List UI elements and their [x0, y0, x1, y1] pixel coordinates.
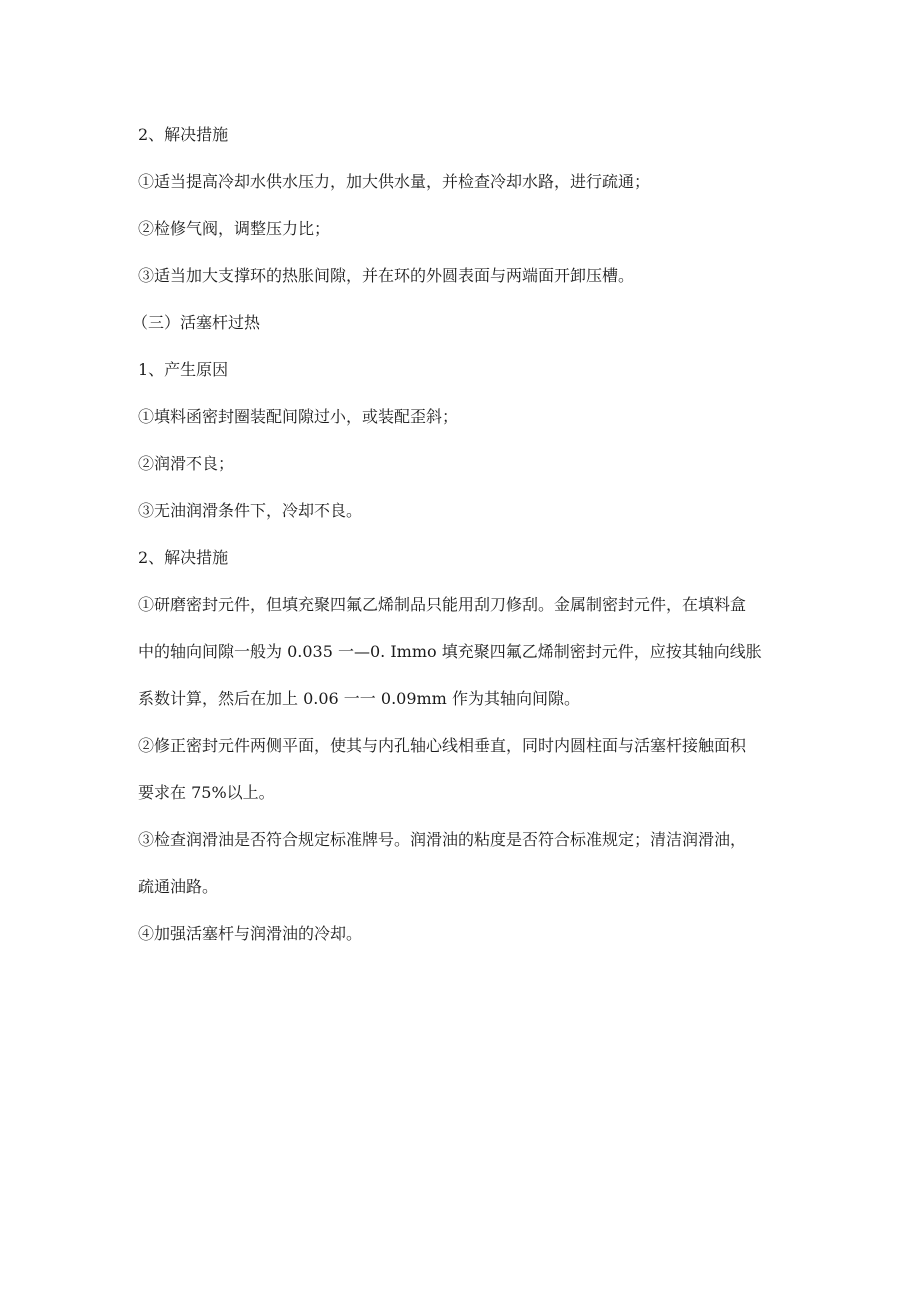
solutions-item-2-line: ②修正密封元件两侧平面，使其与内孔轴心线相垂直，同时内圆柱面与活塞杆接触面积 [138, 736, 747, 755]
solutions-item-3-line: ③检查润滑油是否符合规定标准牌号。润滑油的粘度是否符合标准规定；清洁润滑油， [138, 830, 747, 849]
solutions-heading: 2、解决措施 [138, 548, 229, 567]
causes-heading: 1、产生原因 [138, 360, 229, 379]
solutions-item-1 [138, 590, 808, 713]
solutions-item-1-line: ①研磨密封元件，但填充聚四氟乙烯制品只能用刮刀修刮。金属制密封元件，在填料盒 [138, 595, 747, 614]
causes-item-2: ②润滑不良； [138, 454, 235, 473]
measures-item-2: ②检修气阀，调整压力比； [138, 219, 331, 238]
section-3-title: （三）活塞杆过热 [132, 313, 261, 332]
causes-item-1: ①填料函密封圈装配间隙过小，或装配歪斜； [138, 407, 459, 426]
measures-item-3: ③适当加大支撑环的热胀间隙，并在环的外圆表面与两端面开卸压槽。 [138, 266, 635, 285]
solutions-item-1-line: 系数计算，然后在加上 0.06 一一 0.09mm 作为其轴向间隙。 [138, 689, 580, 708]
document-body [132, 120, 808, 966]
solutions-item-2-line: 要求在 75%以上。 [138, 783, 275, 802]
measures-heading: 2、解决措施 [138, 125, 229, 144]
solutions-item-1-line: 中的轴向间隙一般为 0.035 一—0. Immo 填充聚四氟乙烯制密封元件，应按其轴向线胀 [138, 642, 762, 661]
solutions-item-4: ④加强活塞杆与润滑油的冷却。 [138, 924, 363, 943]
solutions-item-3 [138, 825, 808, 901]
solutions-item-3-line: 疏通油路。 [138, 877, 219, 896]
causes-item-3: ③无油润滑条件下，冷却不良。 [138, 501, 363, 520]
measures-item-1: ①适当提高冷却水供水压力，加大供水量，并检查冷却水路，进行疏通； [138, 172, 651, 191]
solutions-item-2 [138, 731, 808, 807]
